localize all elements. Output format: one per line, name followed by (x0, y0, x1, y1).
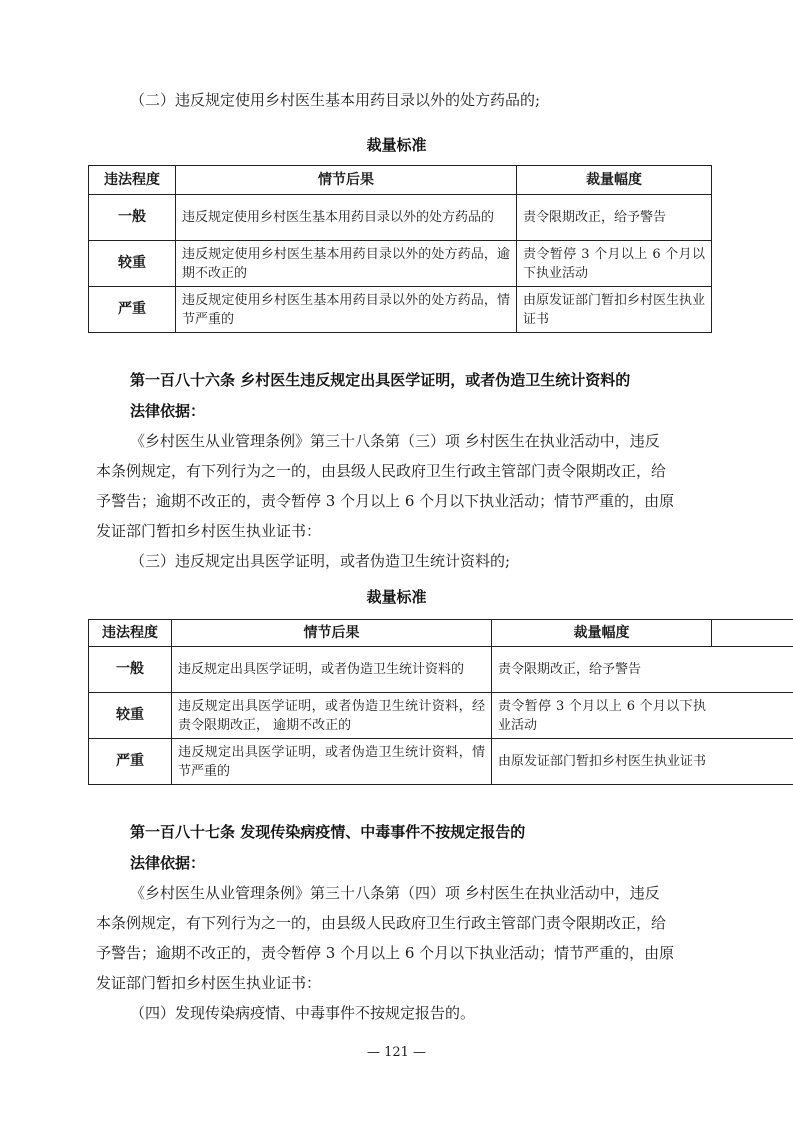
table1-header-level: 违法程度 (89, 166, 176, 195)
table2-header-penalty: 裁量幅度 (492, 620, 712, 647)
circumstance-cell: 违反规定出具医学证明，或者伪造卫生统计资料，经责令限期改正， 逾期不改正的 (172, 693, 492, 739)
level-cell: 较重 (89, 693, 172, 739)
table-row (89, 241, 712, 287)
level-cell: 一般 (89, 195, 176, 241)
table2-header-level: 违法程度 (89, 620, 172, 647)
article-187-heading: 第一百八十七条 发现传染病疫情、中毒事件不按规定报告的 (130, 823, 526, 841)
table-row (89, 195, 712, 241)
table1-header-row (89, 166, 712, 195)
legal-basis-line: 《乡村医生从业管理条例》第三十八条第（四）项 乡村医生在执业活动中，违反 (130, 884, 660, 902)
circumstance-cell: 违反规定出具医学证明，或者伪造卫生统计资料的 (172, 647, 492, 693)
level-cell: 一般 (89, 647, 172, 693)
penalty-cell: 责令限期改正，给予警告 (492, 647, 793, 693)
penalty-text: 责令暂停 3 个月以上 6 个月以下执业活动 (498, 698, 706, 733)
legal-basis-line: 本条例规定，有下列行为之一的，由县级人民政府卫生行政主管部门责令限期改正，给 (96, 914, 667, 932)
clause-186: （三）违反规定出具医学证明，或者伪造卫生统计资料的; (130, 552, 511, 570)
penalty-cell: 责令暂停 3 个月以上 6 个月以下执业活动 (517, 241, 712, 287)
table2-title: 裁量标准 (366, 588, 427, 606)
level-cell: 较重 (89, 241, 176, 287)
table1-header-circumstance: 情节后果 (176, 166, 517, 195)
table-row (89, 693, 793, 739)
table1-header-penalty: 裁量幅度 (517, 166, 712, 195)
circumstance-cell: 违反规定使用乡村医生基本用药目录以外的处方药品，情节严重的 (176, 287, 517, 333)
circumstance-cell: 违反规定使用乡村医生基本用药目录以外的处方药品，逾期不改正的 (176, 241, 517, 287)
table1 (88, 165, 712, 333)
penalty-cell (492, 739, 793, 785)
circumstance-cell: 违反规定出具医学证明，或者伪造卫生统计资料，情节严重的 (172, 739, 492, 785)
article-186-heading: 第一百八十六条 乡村医生违反规定出具医学证明，或者伪造卫生统计资料的 (130, 371, 631, 389)
level-cell: 严重 (89, 739, 172, 785)
level-cell: 严重 (89, 287, 176, 333)
table1-title: 裁量标准 (366, 136, 427, 154)
legal-basis-line: 发证部门暂扣乡村医生执业证书： (96, 522, 322, 540)
legal-basis-line: 发证部门暂扣乡村医生执业证书： (96, 974, 322, 992)
clause-185: （二）违反规定使用乡村医生基本用药目录以外的处方药品的; (130, 91, 541, 109)
legal-basis-line: 《乡村医生从业管理条例》第三十八条第（三）项 乡村医生在执业活动中，违反 (130, 432, 660, 450)
legal-basis-line: 予警告；逾期不改正的，责令暂停 3 个月以上 6 个月以下执业活动；情节严重的，由原 (96, 492, 675, 510)
table2-header-circumstance: 情节后果 (172, 620, 492, 647)
penalty-cell: 责令限期改正，给予警告 (517, 195, 712, 241)
table2 (88, 619, 793, 785)
legal-basis-line: 本条例规定，有下列行为之一的，由县级人民政府卫生行政主管部门责令限期改正，给 (96, 462, 667, 480)
clause-187: （四）发现传染病疫情、中毒事件不按规定报告的。 (130, 1004, 476, 1022)
legal-basis-label: 法律依据： (130, 854, 206, 872)
circumstance-cell: 违反规定使用乡村医生基本用药目录以外的处方药品的 (176, 195, 517, 241)
table-row (89, 739, 793, 785)
legal-basis-label: 法律依据： (130, 402, 206, 420)
table-row (89, 287, 712, 333)
penalty-cell (492, 693, 793, 739)
penalty-text: 由原发证部门暂扣乡村医生执业证书 (498, 754, 707, 769)
page-number: — 121 — (366, 1045, 427, 1060)
penalty-cell: 由原发证部门暂扣乡村医生执业证书 (517, 287, 712, 333)
table2-header-row (89, 620, 793, 647)
legal-basis-line: 予警告；逾期不改正的，责令暂停 3 个月以上 6 个月以下执业活动；情节严重的，由原 (96, 944, 675, 962)
table2-empty-cell (712, 620, 793, 647)
table-row (89, 647, 793, 693)
